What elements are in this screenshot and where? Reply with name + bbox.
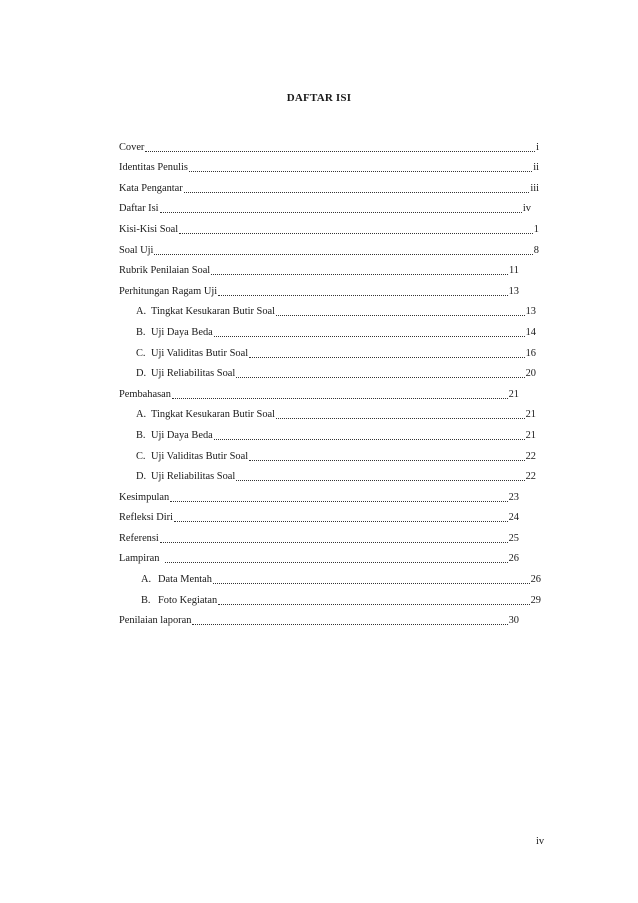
dot-leader bbox=[165, 562, 507, 563]
toc-entry-label: Soal Uji bbox=[119, 244, 154, 256]
dot-leader bbox=[192, 624, 507, 625]
toc-entry-label: Referensi bbox=[119, 532, 159, 544]
toc-entry-refleksi-diri[interactable] bbox=[119, 505, 519, 526]
dot-leader bbox=[160, 542, 508, 543]
toc-entry-page: 30 bbox=[508, 615, 519, 627]
toc-entry-label: Lampiran bbox=[119, 553, 160, 565]
toc-subentry-uji-validitas[interactable] bbox=[119, 443, 536, 464]
dot-leader bbox=[218, 604, 529, 605]
toc-entry-perhitungan-ragam-uji[interactable] bbox=[119, 278, 519, 299]
dot-leader bbox=[218, 295, 507, 296]
dot-leader bbox=[249, 460, 525, 461]
toc-entry-marker: B. bbox=[141, 594, 151, 606]
toc-entry-page: 11 bbox=[508, 265, 519, 277]
toc-entry-label: Daftar Isi bbox=[119, 203, 159, 215]
dot-leader bbox=[154, 254, 532, 255]
toc-entry-marker: A. bbox=[136, 409, 147, 421]
toc-entry-page: 14 bbox=[525, 326, 536, 338]
toc-subentry-uji-daya-beda[interactable] bbox=[119, 422, 536, 443]
toc-entry-daftar-isi[interactable] bbox=[119, 196, 531, 217]
toc-entry-marker: C. bbox=[136, 347, 146, 359]
toc-entry-page: i bbox=[536, 141, 539, 153]
toc-entry-page: 24 bbox=[508, 512, 519, 524]
toc-entry-label: Uji Validitas Butir Soal bbox=[151, 450, 249, 462]
dot-leader bbox=[145, 151, 535, 152]
toc-entry-page: 26 bbox=[508, 553, 519, 565]
toc-entry-page: 13 bbox=[508, 285, 519, 297]
toc-entry-page: ii bbox=[533, 162, 539, 174]
toc-entry-label: Uji Validitas Butir Soal bbox=[151, 347, 249, 359]
toc-entry-page: 16 bbox=[525, 347, 536, 359]
dot-leader bbox=[170, 501, 507, 502]
page-number: iv bbox=[536, 836, 545, 847]
toc-entry-label: Penilaian laporan bbox=[119, 615, 192, 627]
toc-subentry-uji-reliabilitas[interactable] bbox=[119, 361, 536, 382]
toc-entry-label: Data Mentah bbox=[158, 574, 212, 586]
toc-entry-page: 21 bbox=[525, 409, 536, 421]
toc-entry-marker: D. bbox=[136, 471, 147, 483]
toc-entry-page: 1 bbox=[533, 223, 539, 235]
toc-entry-page: 20 bbox=[525, 368, 536, 380]
toc-subentry-foto-kegiatan[interactable] bbox=[119, 587, 541, 608]
toc-entry-label: Kata Pengantar bbox=[119, 182, 183, 194]
toc-entry-label: Foto Kegiatan bbox=[158, 594, 218, 606]
toc-entry-marker: A. bbox=[136, 306, 147, 318]
page-title: DAFTAR ISI bbox=[286, 92, 352, 104]
dot-leader bbox=[189, 171, 532, 172]
toc-entry-page: 26 bbox=[530, 574, 541, 586]
toc-subentry-tingkat-kesukaran[interactable] bbox=[119, 402, 536, 423]
toc-entry-label: Tingkat Kesukaran Butir Soal bbox=[151, 306, 276, 318]
toc-entry-kata-pengantar[interactable] bbox=[119, 175, 539, 196]
toc-entry-page: 22 bbox=[525, 471, 536, 483]
toc-entry-label: Uji Reliabilitas Soal bbox=[151, 368, 236, 380]
toc-entry-label: Uji Daya Beda bbox=[151, 326, 213, 338]
dot-leader bbox=[174, 521, 508, 522]
toc-entry-label: Tingkat Kesukaran Butir Soal bbox=[151, 409, 276, 421]
toc-entry-marker: B. bbox=[136, 429, 146, 441]
toc-entry-label: Identitas Penulis bbox=[119, 162, 188, 174]
toc-entry-page: 13 bbox=[525, 306, 536, 318]
toc-entry-label: Uji Reliabilitas Soal bbox=[151, 471, 236, 483]
toc-entry-page: 23 bbox=[508, 491, 519, 503]
dot-leader bbox=[236, 377, 524, 378]
dot-leader bbox=[214, 336, 525, 337]
dot-leader bbox=[276, 418, 525, 419]
toc-entry-identitas-penulis[interactable] bbox=[119, 155, 539, 176]
toc-entry-kesimpulan[interactable] bbox=[119, 484, 519, 505]
toc-subentry-uji-validitas[interactable] bbox=[119, 340, 536, 361]
toc-subentry-uji-daya-beda[interactable] bbox=[119, 319, 536, 340]
toc-entry-label: Pembahasan bbox=[119, 388, 171, 400]
toc-entry-pembahasan[interactable] bbox=[119, 381, 519, 402]
dot-leader bbox=[213, 583, 530, 584]
toc-subentry-tingkat-kesukaran[interactable] bbox=[119, 299, 536, 320]
toc-entry-page: iv bbox=[522, 203, 531, 215]
toc-entry-marker: D. bbox=[136, 368, 147, 380]
dot-leader bbox=[276, 315, 525, 316]
toc-entry-page: 29 bbox=[530, 594, 541, 606]
toc-entry-rubrik-penilaian-soal[interactable] bbox=[119, 258, 519, 279]
dot-leader bbox=[184, 192, 530, 193]
toc-entry-page: 25 bbox=[508, 532, 519, 544]
toc-entry-page: iii bbox=[530, 182, 539, 194]
toc-entry-label: Cover bbox=[119, 141, 145, 153]
toc-entry-label: Rubrik Penilaian Soal bbox=[119, 265, 211, 277]
dot-leader bbox=[160, 212, 522, 213]
toc-entry-marker: C. bbox=[136, 450, 146, 462]
dot-leader bbox=[214, 439, 525, 440]
toc-entry-kisi-kisi-soal[interactable] bbox=[119, 216, 539, 237]
toc-entry-label: Refleksi Diri bbox=[119, 512, 173, 524]
toc-entry-label: Kesimpulan bbox=[119, 491, 170, 503]
dot-leader bbox=[172, 398, 508, 399]
toc-entry-page: 22 bbox=[525, 450, 536, 462]
dot-leader bbox=[179, 233, 533, 234]
toc-entry-marker: A. bbox=[141, 574, 152, 586]
toc-entry-label: Kisi-Kisi Soal bbox=[119, 223, 179, 235]
toc-subentry-uji-reliabilitas[interactable] bbox=[119, 464, 536, 485]
toc-entry-cover[interactable] bbox=[119, 134, 539, 155]
toc-entry-soal-uji[interactable] bbox=[119, 237, 539, 258]
toc-entry-page: 8 bbox=[533, 244, 539, 256]
dot-leader bbox=[211, 274, 508, 275]
toc-entry-label: Perhitungan Ragam Uji bbox=[119, 285, 218, 297]
toc-subentry-data-mentah[interactable] bbox=[119, 566, 541, 587]
toc-entry-label: Uji Daya Beda bbox=[151, 429, 213, 441]
table-of-contents bbox=[119, 134, 539, 628]
toc-entry-lampiran[interactable] bbox=[119, 546, 519, 567]
toc-entry-marker: B. bbox=[136, 326, 146, 338]
toc-entry-penilaian-laporan[interactable] bbox=[119, 608, 519, 629]
dot-leader bbox=[236, 480, 524, 481]
dot-leader bbox=[249, 357, 525, 358]
toc-entry-page: 21 bbox=[525, 429, 536, 441]
toc-entry-referensi[interactable] bbox=[119, 525, 519, 546]
toc-entry-page: 21 bbox=[508, 388, 519, 400]
